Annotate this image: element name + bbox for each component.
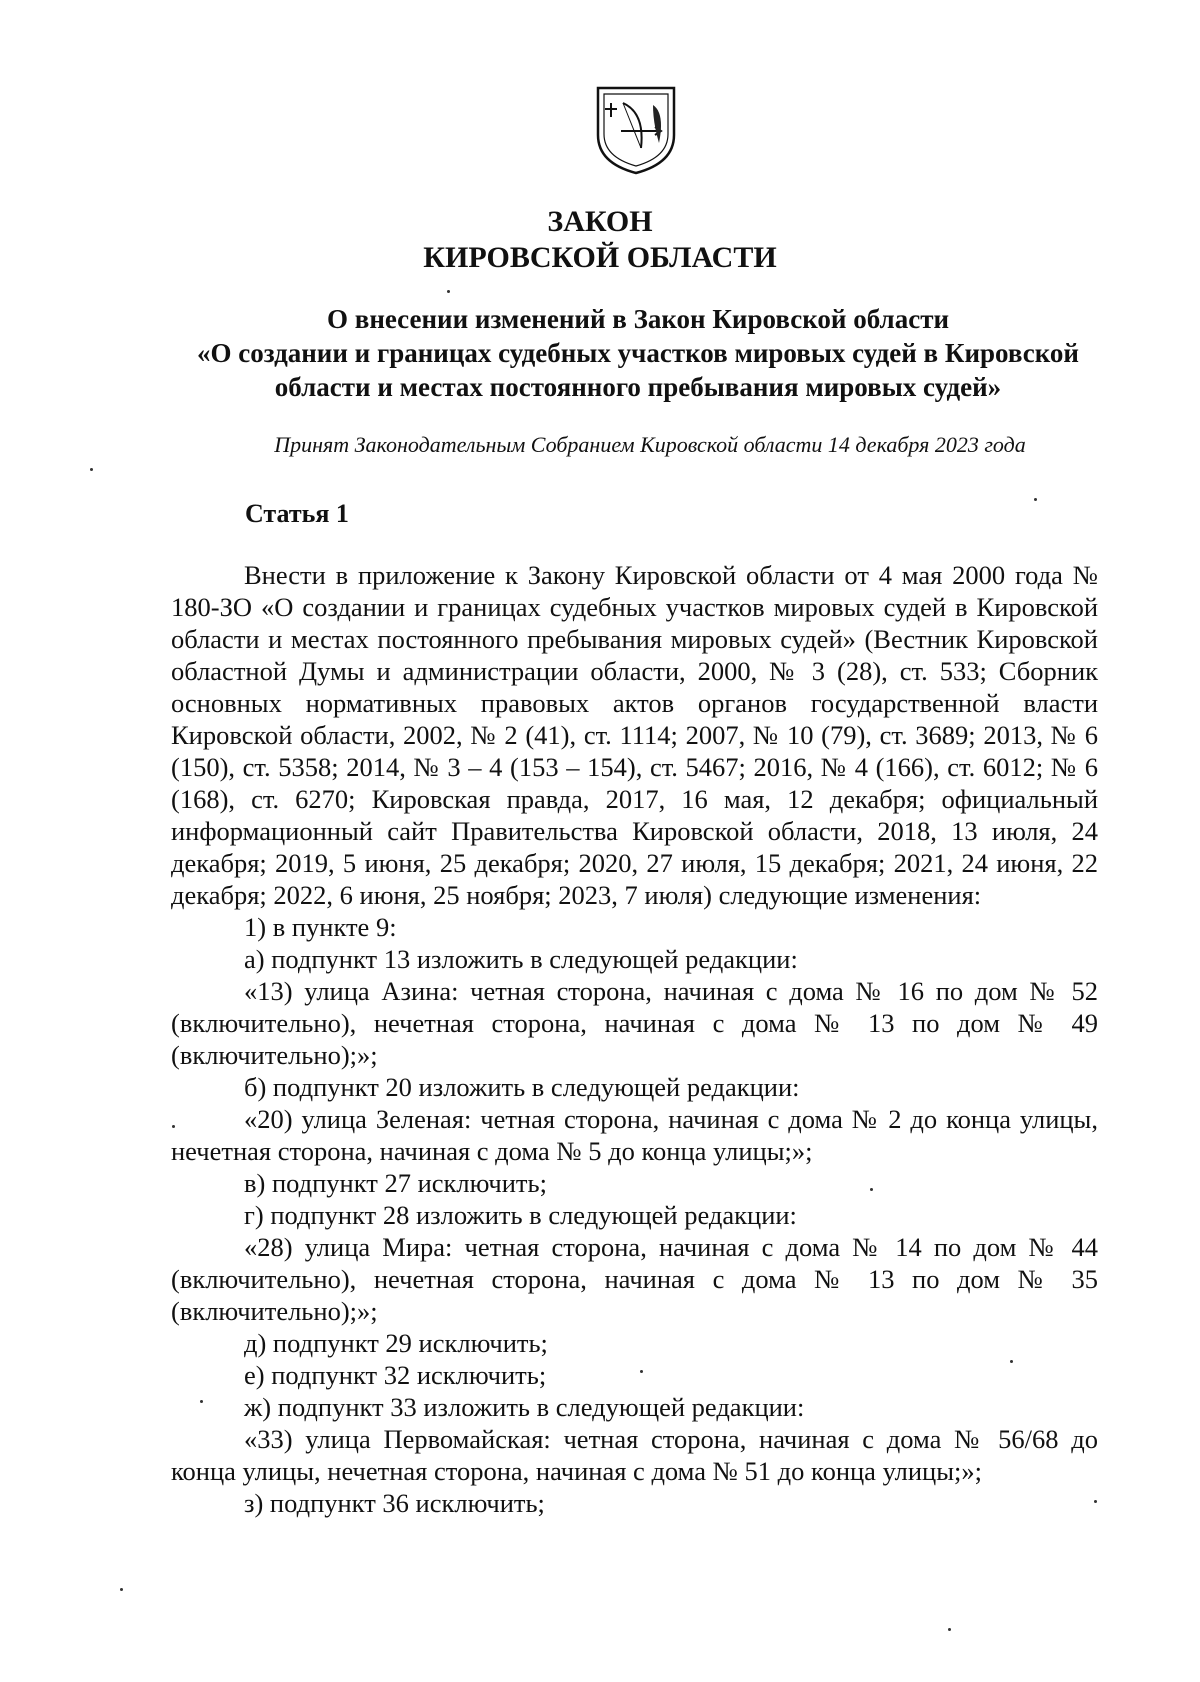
article-title: Статья 1 xyxy=(245,499,349,528)
paragraph: «28) улица Мира: четная сторона, начиная с дома № 14 по дом № 44 (включительно), нечетная сторона, начиная с дома № 13 по дом № 35 (включительно);»; xyxy=(171,1232,1098,1326)
adoption-note: Принят Законодательным Собранием Кировской области 14 декабря 2023 года xyxy=(274,432,1026,457)
scan-speck xyxy=(90,468,93,471)
scan-speck xyxy=(120,1588,123,1591)
scan-speck xyxy=(172,1125,175,1128)
scan-speck xyxy=(870,1188,873,1191)
paragraph: 1) в пункте 9: xyxy=(244,912,397,942)
law-subtitle xyxy=(172,302,1104,404)
scan-speck xyxy=(640,1370,643,1373)
law-title: ЗАКОН xyxy=(547,205,653,238)
paragraph: а) подпункт 13 изложить в следующей редакции: xyxy=(244,944,798,974)
paragraph: в) подпункт 27 исключить; xyxy=(244,1168,547,1198)
paragraph: е) подпункт 32 исключить; xyxy=(244,1360,547,1390)
subtitle-line: О внесении изменений в Закон Кировской области xyxy=(326,304,950,334)
paragraph: Внести в приложение к Закону Кировской области от 4 мая 2000 года № 180-ЗО «О создании и границах судебных участков мировых судей в Кировской области и местах постоянного пребывания мировых судей» (Вестник Кировской областной Думы и администрации области, 2000, № 3 (28), ст. 533; Сборник основных нормативных правовых актов органов государственной власти Кировской области, 2002, № 2 (41), ст. 1114; 2007, № 10 (79), ст. 3689; 2013, № 6 (150), ст. 5358; 2014, № 3 – 4 (153 – 154), ст. 5467; 2016, № 4 (166), ст. 6012; № 6 (168), ст. 6270; Кировская правда, 2017, 16 мая, 12 декабря; официальный информационный сайт Правительства Кировской области, 2018, 13 июля, 24 декабря; 2019, 5 июня, 25 декабря; 2020, 27 июля, 15 декабря; 2021, 24 июня, 22 декабря; 2022, 6 июня, 25 ноября; 2023, 7 июля) следующие изменения: xyxy=(171,560,1098,910)
region-title: КИРОВСКОЙ ОБЛАСТИ xyxy=(423,241,777,274)
paragraph: «20) улица Зеленая: четная сторона, начиная с дома № 2 до конца улицы, нечетная сторона, начиная с дома № 5 до конца улицы;»; xyxy=(171,1104,1098,1166)
coat-of-arms-emblem-icon xyxy=(593,83,679,175)
paragraph: д) подпункт 29 исключить; xyxy=(244,1328,548,1358)
paragraph: б) подпункт 20 изложить в следующей редакции: xyxy=(244,1072,800,1102)
paragraph: «13) улица Азина: четная сторона, начиная с дома № 16 по дом № 52 (включительно), нечетная сторона, начиная с дома № 13 по дом № 49 (включительно);»; xyxy=(171,976,1098,1070)
scan-speck xyxy=(447,290,450,293)
paragraph: з) подпункт 36 исключить; xyxy=(244,1488,545,1518)
subtitle-line: области и местах постоянного пребывания мировых судей» xyxy=(274,372,1002,402)
scan-speck xyxy=(1094,1500,1097,1503)
subtitle-line: «О создании и границах судебных участков мировых судей в Кировской xyxy=(196,338,1079,368)
article-body xyxy=(171,559,1098,1519)
scan-speck xyxy=(948,1628,951,1631)
paragraph: г) подпункт 28 изложить в следующей редакции: xyxy=(244,1200,797,1230)
scan-speck xyxy=(1034,498,1037,501)
paragraph: ж) подпункт 33 изложить в следующей редакции: xyxy=(244,1392,805,1422)
scan-speck xyxy=(200,1400,203,1403)
paragraph: «33) улица Первомайская: четная сторона, начиная с дома № 56/68 до конца улицы, нечетная сторона, начиная с дома № 51 до конца улицы;»; xyxy=(171,1424,1098,1486)
scan-speck xyxy=(1010,1360,1013,1363)
